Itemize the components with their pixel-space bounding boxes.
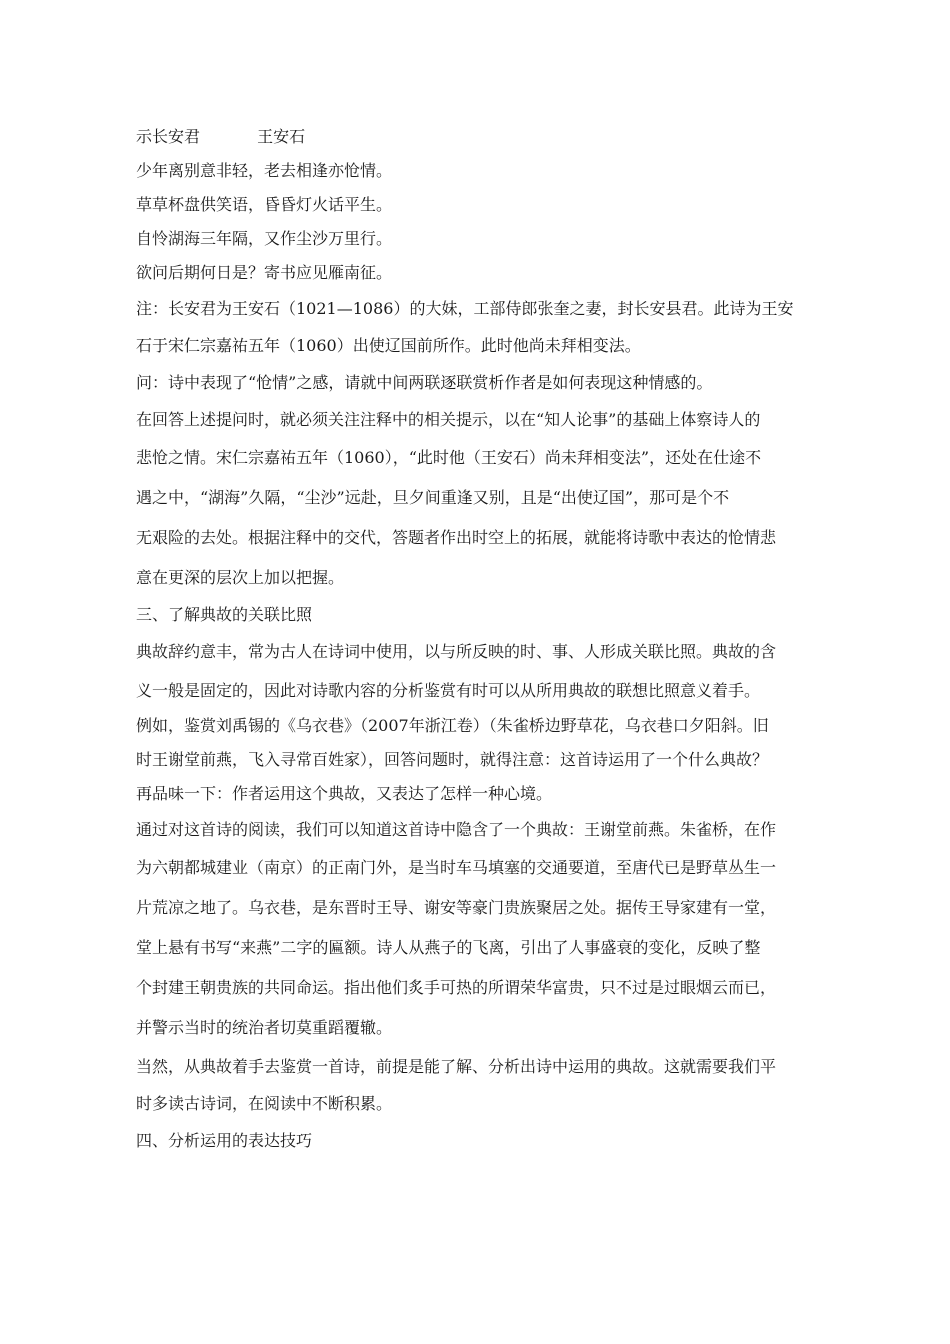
- section-paragraph-line: 义一般是固定的，因此对诗歌内容的分析鉴赏有时可以从所用典故的联想比照意义着手。: [136, 681, 761, 700]
- example-line: 时王谢堂前燕，飞入寻常百姓家），回答问题时，就得注意：这首诗运用了一个什么典故？: [136, 750, 769, 769]
- example-line: 例如，鉴赏刘禹锡的《乌衣巷》（2007年浙江卷）（朱雀桥边野草花，乌衣巷口夕阳斜。旧: [136, 716, 769, 735]
- conclusion-line: 当然，从典故着手去鉴赏一首诗，前提是能了解、分析出诗中运用的典故。这就需要我们平: [136, 1057, 777, 1076]
- section-heading: 四、分析运用的表达技巧: [136, 1131, 313, 1150]
- answer-line: 在回答上述提问时，就必须关注注释中的相关提示，以在“知人论事”的基础上体察诗人的: [136, 410, 761, 429]
- analysis-line: 个封建王朝贵族的共同命运。指出他们炙手可热的所谓荣华富贵，只不过是过眼烟云而已，: [136, 978, 777, 997]
- answer-line: 遇之中，“湖海”久隔，“尘沙”远赴，旦夕间重逢又别，且是“出使辽国”，那可是个不: [136, 488, 730, 507]
- answer-line: 意在更深的层次上加以把握。: [136, 568, 345, 587]
- poem-line: 少年离别意非轻，老去相逢亦怆情。: [136, 161, 393, 180]
- analysis-line: 为六朝都城建业（南京）的正南门外，是当时车马填塞的交通要道，至唐代已是野草丛生一: [136, 858, 777, 877]
- section-paragraph-line: 典故辞约意丰，常为古人在诗词中使用，以与所反映的时、事、人形成关联比照。典故的含: [136, 642, 777, 661]
- poem-line: 草草杯盘供笑语，昏昏灯火话平生。: [136, 195, 393, 214]
- answer-line: 无艰险的去处。根据注释中的交代，答题者作出时空上的拓展，就能将诗歌中表达的怆情悲: [136, 528, 777, 547]
- poem-line: 欲问后期何日是？寄书应见雁南征。: [136, 263, 393, 282]
- conclusion-line: 时多读古诗词，在阅读中不断积累。: [136, 1094, 393, 1113]
- poem-title: 示长安君: [136, 127, 201, 146]
- answer-line: 悲怆之情。宋仁宗嘉祐五年（1060），“此时他（王安石）尚未拜相变法”，还处在仕途不: [136, 448, 762, 467]
- poem-title-row: [136, 120, 826, 154]
- poem-line: 自怜湖海三年隔，又作尘沙万里行。: [136, 229, 393, 248]
- document-page: [136, 120, 826, 1159]
- analysis-line: 通过对这首诗的阅读，我们可以知道这首诗中隐含了一个典故：王谢堂前燕。朱雀桥，在作: [136, 820, 777, 839]
- example-line: 再品味一下：作者运用这个典故，又表达了怎样一种心境。: [136, 784, 553, 803]
- analysis-line: 片荒凉之地了。乌衣巷，是东晋时王导、谢安等豪门贵族聚居之处。据传王导家建有一堂，: [136, 898, 777, 917]
- analysis-line: 并警示当时的统治者切莫重蹈覆辙。: [136, 1018, 393, 1037]
- note-line: 石于宋仁宗嘉祐五年（1060）出使辽国前所作。此时他尚未拜相变法。: [136, 336, 641, 355]
- section-heading: 三、了解典故的关联比照: [136, 605, 313, 624]
- note-line: 注：长安君为王安石（1021—1086）的大妹，工部侍郎张奎之妻，封长安县君。此诗为王安: [136, 299, 794, 318]
- poem-author: 王安石: [257, 127, 306, 146]
- analysis-line: 堂上悬有书写“来燕”二字的匾额。诗人从燕子的飞离，引出了人事盛衰的变化，反映了整: [136, 938, 761, 957]
- question-line: 问：诗中表现了“怆情”之感，请就中间两联逐联赏析作者是如何表现这种情感的。: [136, 373, 713, 392]
